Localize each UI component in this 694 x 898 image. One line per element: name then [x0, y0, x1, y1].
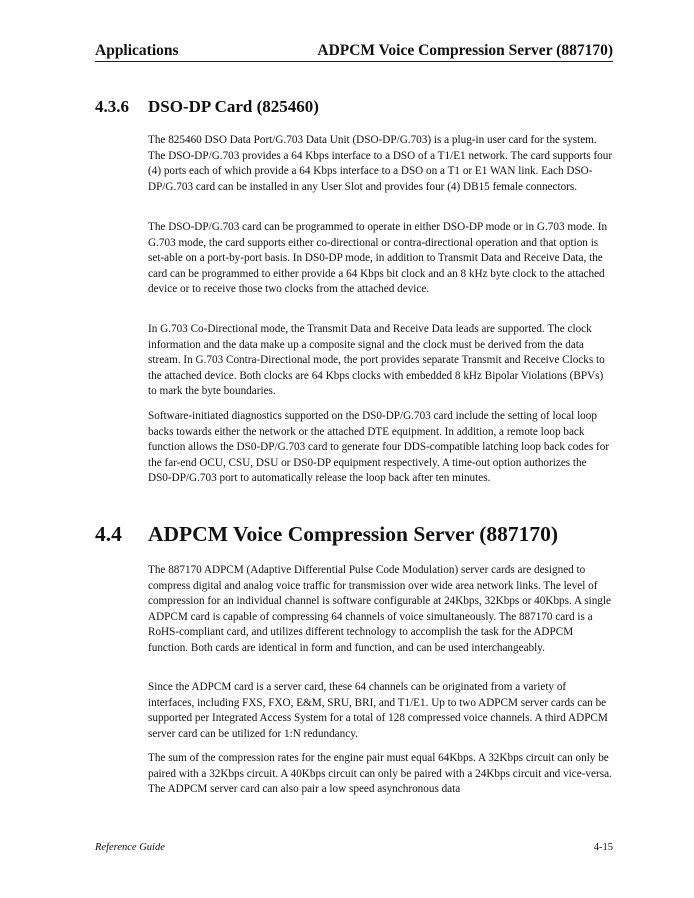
paragraph: In G.703 Co-Directional mode, the Transmit Data and Receive Data leads are supported. The clock information and the data make up a composite signal and the clock must be derived from the data stream. In G.703 Contra-Directional mode, the port provides separate Transmit and Receive Clocks to the attached device. Both clocks are 64 Kbps clocks with embedded 8 kHz Bipolar Violations (BPVs) to mark the byte boundaries.: [148, 323, 605, 398]
section-title: ADPCM Voice Compression Server (887170): [148, 522, 559, 546]
section-number: 4.4: [95, 522, 122, 546]
paragraph: Since the ADPCM card is a server card, these 64 channels can be originated from a variety of interfaces, including FXS, FXO, E&M, SRU, BRI, and T1/E1. Up to two ADPCM server cards can be supported per Integrated Access System for a total of 128 compressed voice channels. A third ADPCM server card can be utilized for 1:N redundancy.: [148, 681, 608, 740]
section-4-4-heading: [95, 522, 558, 547]
footer-doc-title: Reference Guide: [95, 842, 165, 853]
paragraph: The sum of the compression rates for the engine pair must equal 64Kbps. A 32Kbps circuit can only be paired with a 32Kbps circuit. A 40Kbps circuit can only be paired with a 24Kbps circuit and vice-versa. The ADPCM server card can also pair a low speed asynchronous data: [148, 752, 612, 796]
section-number: 4.3.6: [95, 97, 129, 116]
paragraph: Software-initiated diagnostics supported on the DS0-DP/G.703 card include the setting of local loop backs towards either the network or the attached DTE equipment. In addition, a remote loop back function allows the DS0-DP/G.703 card to generate four DDS-compatible latching loop back codes for the far-end OCU, CSU, DSU or DS0-DP equipment respectively. A time-out option authorizes the DS0-DP/G.703 port to automatically release the loop back after ten minutes.: [148, 410, 610, 485]
section-title: DSO-DP Card (825460): [148, 97, 319, 116]
section-4-3-6-heading: [95, 97, 319, 117]
page-header: [95, 36, 613, 60]
paragraph: The 887170 ADPCM (Adaptive Differential Pulse Code Modulation) server cards are designed to compress digital and analog voice traffic for transmission over wide area network links. The level of compression for an individual channel is software configurable at 24Kbps, 32Kbps or 40Kbps. A single ADPCM card is capable of compressing 64 channels of voice simultaneously. The 887170 card is a RoHS-compliant card, and utilizes different technology to accomplish the task for the ADPCM function. Both cards are identical in form and function, and can be used interchangeably.: [148, 564, 611, 654]
header-rule: [95, 61, 613, 62]
header-section-title: ADPCM Voice Compression Server (887170): [317, 42, 613, 59]
page-footer: [95, 842, 613, 853]
header-chapter: Applications: [95, 42, 179, 59]
page-number: 4-15: [593, 842, 613, 853]
paragraph: The DSO-DP/G.703 card can be programmed to operate in either DSO-DP mode or in G.703 mode. In G.703 mode, the card supports either co-directional or contra-directional operation and that option is set-able on a port-by-port basis. In DS0-DP mode, in addition to Transmit Data and Receive Data, the card can be programmed to either provide a 64 Kbps bit clock and an 8 kHz byte clock to the attached device or to receive those two clocks from the attached device.: [148, 221, 608, 296]
paragraph: The 825460 DSO Data Port/G.703 Data Unit (DSO-DP/G.703) is a plug-in user card for the system. The DSO-DP/G.703 provides a 64 Kbps interface to a DSO of a T1/E1 network. The card supports four (4) ports each of which provide a 64 Kbps interface to a DSO on a T1 or E1 WAN link. Each DSO-DP/G.703 card can be installed in any User Slot and provides four (4) DB15 female connectors.: [148, 134, 613, 193]
